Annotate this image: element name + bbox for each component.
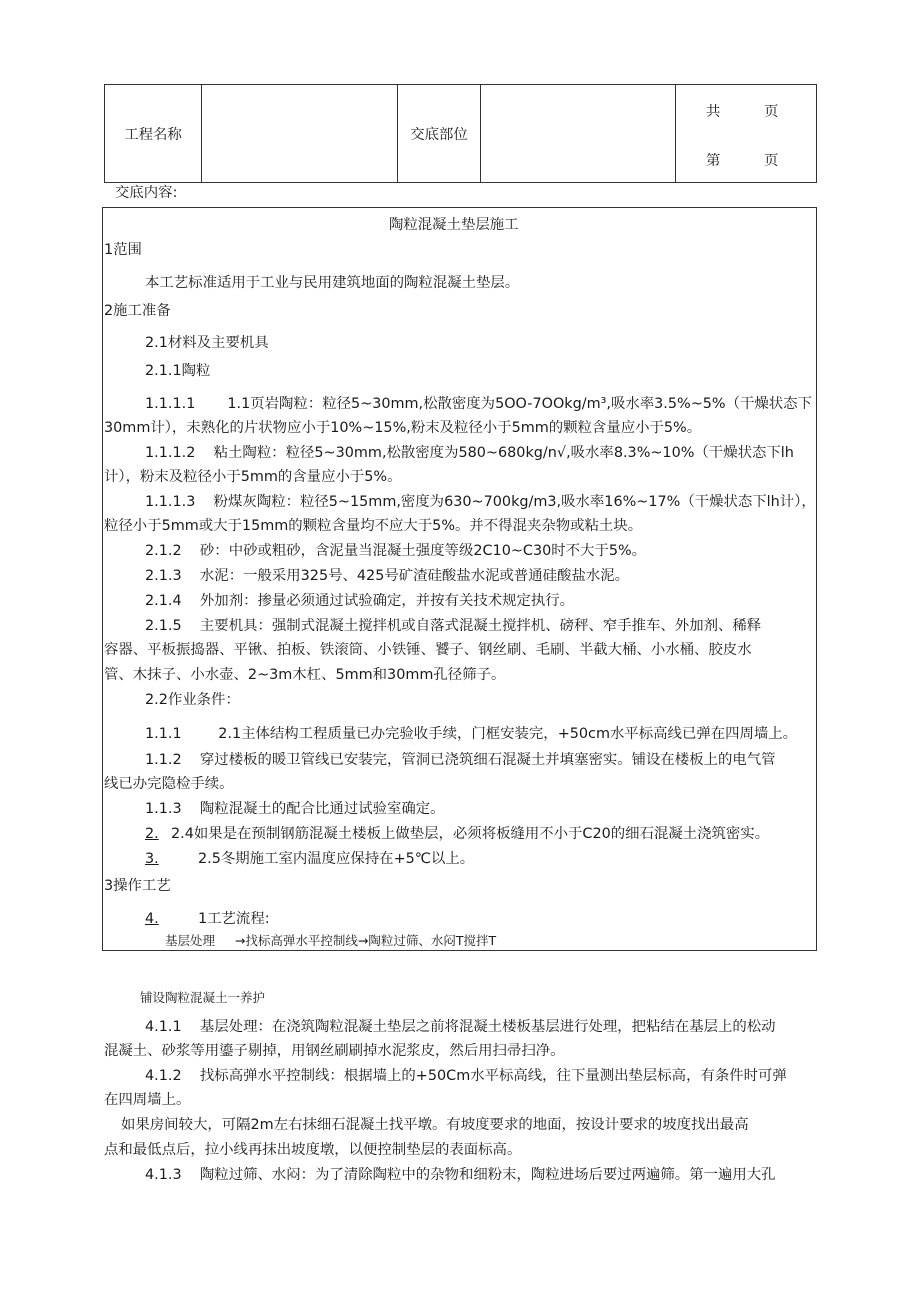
process-flow-heading: 1工艺流程: [198, 911, 270, 927]
condition-5: 2.5冬期施工室内温度应保持在+5℃以上。 [198, 851, 475, 867]
doc-title: 陶粒混凝土垫层施工 [389, 217, 519, 233]
item-flyash-line2: 粒径小于5mm或大于15mm的颗粒含量均不应大于5%。并不得混夹杂物或粘土块。 [104, 518, 643, 534]
step-sieve-line1: 4.1.3 陶粒过筛、水闷：为了清除陶粒中的杂物和细粉末，陶粒进场后要过两遍筛。第一遍用大孔 [145, 1167, 776, 1183]
scope-text: 本工艺标准适用于工业与民用建筑地面的陶粒混凝土垫层。 [145, 275, 520, 291]
item-shale-line2: 30mm计），未熟化的片状物应小于10%~15%,粉末及粒径小于5mm的颗粒含量应小于5%。 [104, 420, 702, 436]
step-level-line4: 点和最低点后，拉小线再抹出坡度墩，以便控制垫层的表面标高。 [104, 1142, 522, 1158]
condition-2-line1: 1.1.2 穿过楼板的暖卫管线已安装完，管洞已浇筑细石混凝土并填塞密实。铺设在楼板上的电气管 [145, 752, 776, 768]
page-unit-total: 页 [764, 104, 779, 120]
step-base-line2: 混凝土、砂浆等用鎏子剔掉，用钢丝刷刷掉水泥浆皮，然后用扫帚扫净。 [104, 1043, 565, 1059]
step-level-line1: 4.1.2 找标高弹水平控制线：根据墙上的+50Cm水平标高线，往下量测出垫层标高，有条件时可弹 [145, 1068, 787, 1084]
item-cement: 2.1.3 水泥：一般采用325号、425号矿渣硅酸盐水泥或普通硅酸盐水泥。 [145, 568, 630, 584]
location-label: 交底部位 [398, 85, 481, 183]
current-label: 第 [706, 153, 721, 169]
item-shale-line1: 1.1.1.1 1.1页岩陶粒：粒径5~30mm,松散密度为5OO-7OOkg∕m³,吸水率3.5%~5%（干燥状态下 [145, 396, 812, 412]
condition-4: 2.4如果是在预制钢筋混凝土楼板上做垫层，必须将板缝用不小于C20的细石混凝土浇筑密实。 [171, 826, 770, 842]
page-unit-current: 页 [764, 153, 779, 169]
item-tools-line2: 容器、平板振捣器、平锹、拍板、铁滚筒、小铁锤、饕子、钢丝刷、毛刷、半截大桶、小水桶、胶皮水 [104, 642, 752, 658]
condition-5-number: 3. [145, 851, 159, 867]
page-count-cell [676, 85, 817, 183]
subsection-2-1-1: 2.1.1陶粒 [145, 363, 211, 379]
item-tools-line3: 管、木抹子、小水壶、2~3m木杠、5mm和30mm孔径筛子。 [104, 667, 506, 683]
condition-3: 1.1.3 陶粒混凝土的配合比通过试验室确定。 [145, 801, 445, 817]
process-flow-line1: 基层处理 →找标高弹水平控制线→陶粒过筛、水闷T搅拌T [165, 933, 497, 948]
item-clay-line1: 1.1.1.2 粘土陶粒：粒径5~30mm,松散密度为580~680kg∕n√,吸水率8.3%~10%（干燥状态下lh [145, 445, 794, 461]
process-flow-number: 4. [145, 911, 159, 927]
item-admixture: 2.1.4 外加剂：掺量必须通过试验确定，并按有关技术规定执行。 [145, 593, 575, 609]
step-level-line3: 如果房间较大，可隔2m左右抹细石混凝土找平墩。有坡度要求的地面，按设计要求的坡度找出最高 [121, 1117, 749, 1133]
condition-2-line2: 线已办完隐检手续。 [104, 776, 234, 792]
process-flow-line2: 铺设陶粒混凝土一养护 [140, 990, 266, 1005]
subsection-2-1: 2.1材料及主要机具 [145, 335, 269, 351]
item-clay-line2: 计），粉末及粒径小于5mm的含量应小于5%。 [104, 469, 402, 485]
subsection-2-2: 2.2作业条件： [145, 692, 240, 708]
section-3-heading: 3操作工艺 [104, 878, 171, 894]
header-table [104, 84, 817, 183]
step-base-line1: 4.1.1 基层处理：在浇筑陶粒混凝土垫层之前将混凝土楼板基层进行处理，把粘结在基层上的松动 [145, 1019, 776, 1035]
item-tools-line1: 2.1.5 主要机具：强制式混凝土搅拌机或自落式混凝土搅拌机、磅秤、窄手推车、外加剂、稀释 [145, 618, 762, 634]
location-value [481, 85, 676, 183]
step-level-line2: 在四周墙上。 [104, 1092, 191, 1108]
item-flyash-line1: 1.1.1.3 粉煤灰陶粒：粒径5~15mm,密度为630~700kg∕m3,吸水率16%~17%（干燥状态下lh计）， [145, 494, 816, 510]
total-label: 共 [706, 104, 721, 120]
condition-4-number: 2. [145, 826, 159, 842]
project-name-label: 工程名称 [105, 85, 202, 183]
item-sand: 2.1.2 砂：中砂或粗砂，含泥量当混凝土强度等级2C10~C30时不大于5%。 [145, 543, 647, 559]
section-2-heading: 2施工准备 [104, 303, 171, 319]
content-label: 交底内容: [115, 185, 178, 201]
section-1-heading: 1范围 [104, 242, 142, 258]
project-name-value [202, 85, 398, 183]
condition-1: 1.1.1 2.1主体结构工程质量已办完验收手续，门框安装完，+50cm水平标高线已弹在四周墙上。 [145, 726, 798, 742]
